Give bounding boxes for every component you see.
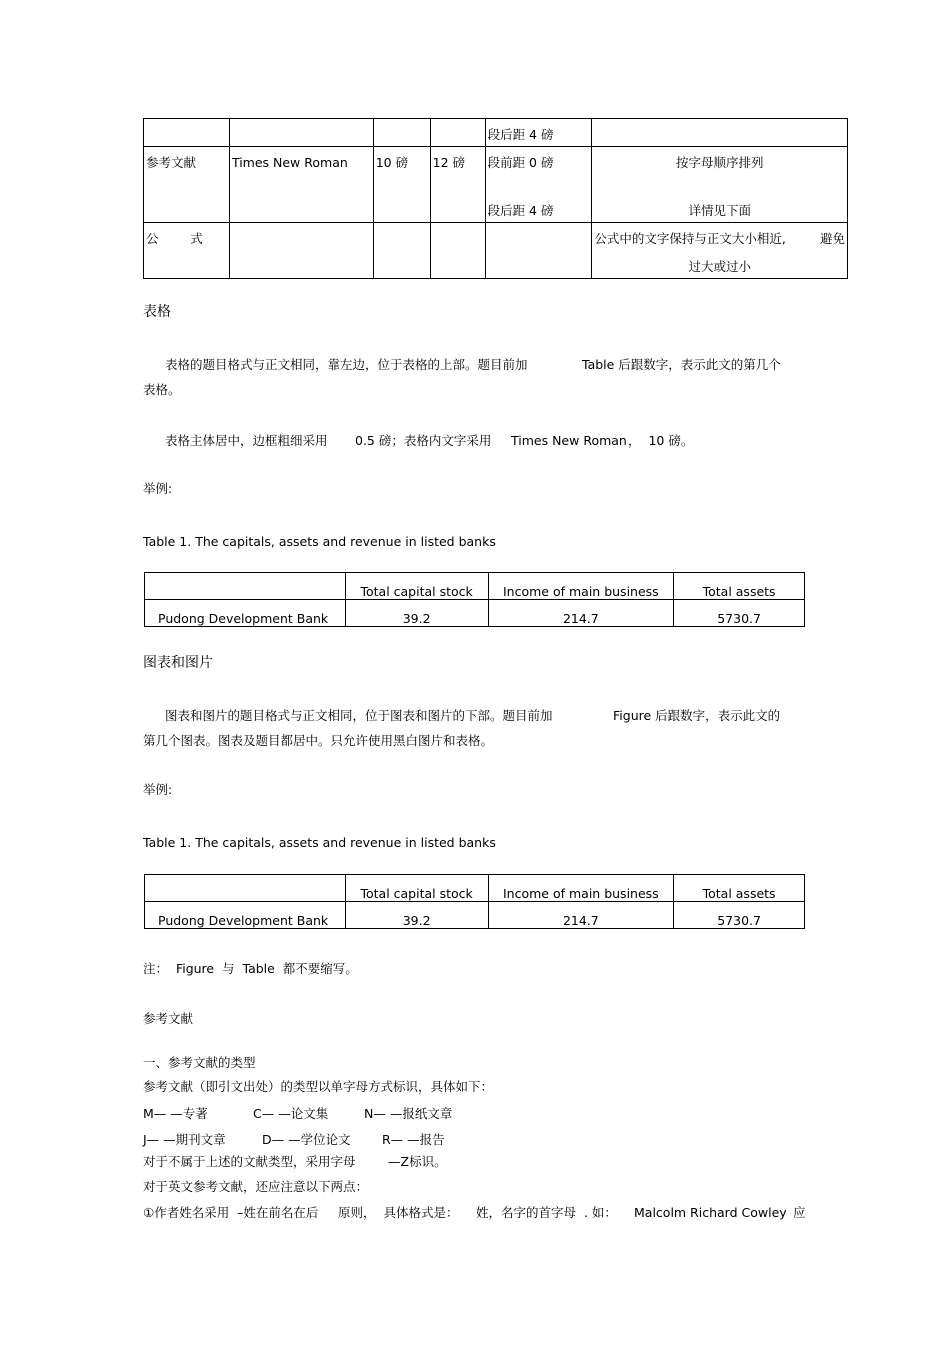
spec-row	[144, 147, 848, 223]
spec-cell	[430, 223, 485, 279]
spec-cell-item: 参考文献	[144, 147, 230, 223]
spec-cell-item: 公 式	[144, 223, 230, 279]
ref-type-item: D— —学位论文	[262, 1132, 351, 1147]
paragraph-text: Malcolm Richard Cowley	[634, 1205, 787, 1220]
spec-cell	[229, 119, 373, 147]
spec-cell	[485, 223, 592, 279]
spec-cell	[373, 223, 430, 279]
paragraph-text: 参考文献（即引文出处）的类型以单字母方式标识，具体如下：	[143, 1079, 494, 1094]
spec-cell-size: 10 磅	[373, 147, 430, 223]
section-heading-references: 参考文献	[143, 1011, 194, 1026]
paragraph-text: 应	[793, 1205, 806, 1220]
spacing-before-text: 段前距 0 磅	[487, 155, 554, 170]
header-cell: Income of main business	[488, 875, 674, 902]
style-spec-table	[143, 118, 848, 279]
spec-cell	[373, 119, 430, 147]
header-cell: Income of main business	[488, 573, 674, 600]
note-line: 避免	[819, 231, 845, 246]
spec-row	[144, 223, 848, 279]
paragraph-text: 图表和图片的题目格式与正文相同，位于图表和图片的下部。题目前加	[165, 708, 553, 723]
paragraph-text: 表格的题目格式与正文相同，靠左边，位于表格的上部。题目前加	[165, 357, 528, 372]
paragraph-text: Figure 后跟数字，表示此文的	[613, 708, 781, 723]
spec-cell-spacing	[485, 147, 592, 223]
bank-data-table	[144, 874, 805, 929]
table-header-row	[145, 573, 805, 600]
spec-row	[144, 119, 848, 147]
paragraph-text: 对于不属于上述的文献类型，采用字母	[143, 1154, 356, 1169]
ref-type-item: M— —专著	[143, 1106, 208, 1121]
section-heading-figure: 图表和图片	[143, 655, 213, 671]
value-cell: 5730.7	[674, 600, 805, 627]
table-row	[145, 600, 805, 627]
paragraph-text: 0.5 磅；表格内文字采用	[355, 433, 492, 448]
paragraph-text: ①作者姓名采用 –姓在前名在后	[143, 1205, 319, 1220]
paragraph-text: Table 后跟数字，表示此文的第几个	[582, 357, 781, 372]
note-line: 过大或过小	[688, 259, 751, 274]
value-cell: 214.7	[488, 600, 674, 627]
paragraph-text: —Z标识。	[388, 1154, 447, 1169]
spec-cell-note	[592, 147, 848, 223]
subheading: 一、参考文献的类型	[143, 1055, 256, 1070]
note-text: 注： Figure 与 Table 都不要缩写。	[143, 961, 358, 976]
table-caption: Table 1. The capitals, assets and revenue in listed banks	[143, 534, 496, 549]
spec-cell	[430, 119, 485, 147]
table-caption: Table 1. The capitals, assets and revenue in listed banks	[143, 835, 496, 850]
ref-type-item: J— —期刊文章	[143, 1132, 226, 1147]
note-line: 详情见下面	[688, 203, 751, 218]
paragraph-text: ， 10 磅。	[628, 433, 694, 448]
example-label: 举例:	[143, 782, 173, 797]
spacing-after-text: 段后距 4 磅	[487, 127, 554, 142]
spec-cell	[144, 119, 230, 147]
header-cell: Total capital stock	[345, 875, 488, 902]
spec-cell-note	[592, 223, 848, 279]
section-heading-table: 表格	[143, 304, 171, 320]
note-line: 公式中的文字保持与正文大小相近,	[594, 231, 786, 246]
value-cell: 39.2	[345, 902, 488, 929]
example-label: 举例:	[143, 481, 173, 496]
header-cell	[145, 875, 346, 902]
paragraph-text: 对于英文参考文献，还应注意以下两点：	[143, 1179, 369, 1194]
paragraph-text: 表格。	[143, 382, 181, 397]
spec-cell-leading: 12 磅	[430, 147, 485, 223]
paragraph-text: 原则， 具体格式是：	[338, 1205, 459, 1220]
bank-data-table	[144, 572, 805, 627]
note-line: 按字母顺序排列	[675, 155, 764, 170]
header-cell: Total assets	[674, 875, 805, 902]
value-cell: 39.2	[345, 600, 488, 627]
paragraph-text: 姓，名字的首字母 . 如：	[476, 1205, 617, 1220]
spec-cell	[485, 119, 592, 147]
value-cell: 214.7	[488, 902, 674, 929]
table-header-row	[145, 875, 805, 902]
header-cell: Total assets	[674, 573, 805, 600]
spec-cell	[592, 119, 848, 147]
spec-cell	[229, 223, 373, 279]
ref-type-item: C— —论文集	[253, 1106, 329, 1121]
paragraph-text: 第几个图表。图表及题目都居中。只允许使用黑白图片和表格。	[143, 733, 494, 748]
header-cell: Total capital stock	[345, 573, 488, 600]
header-cell	[145, 573, 346, 600]
value-cell: 5730.7	[674, 902, 805, 929]
row-label-cell: Pudong Development Bank	[145, 902, 346, 929]
ref-type-item: R— —报告	[382, 1132, 445, 1147]
spacing-after-text: 段后距 4 磅	[487, 203, 554, 218]
ref-type-item: N— —报纸文章	[364, 1106, 453, 1121]
paragraph-text: 表格主体居中，边框粗细采用	[165, 433, 328, 448]
table-row	[145, 902, 805, 929]
paragraph-text: Times New Roman	[511, 433, 627, 448]
spec-cell-font: Times New Roman	[229, 147, 373, 223]
row-label-cell: Pudong Development Bank	[145, 600, 346, 627]
